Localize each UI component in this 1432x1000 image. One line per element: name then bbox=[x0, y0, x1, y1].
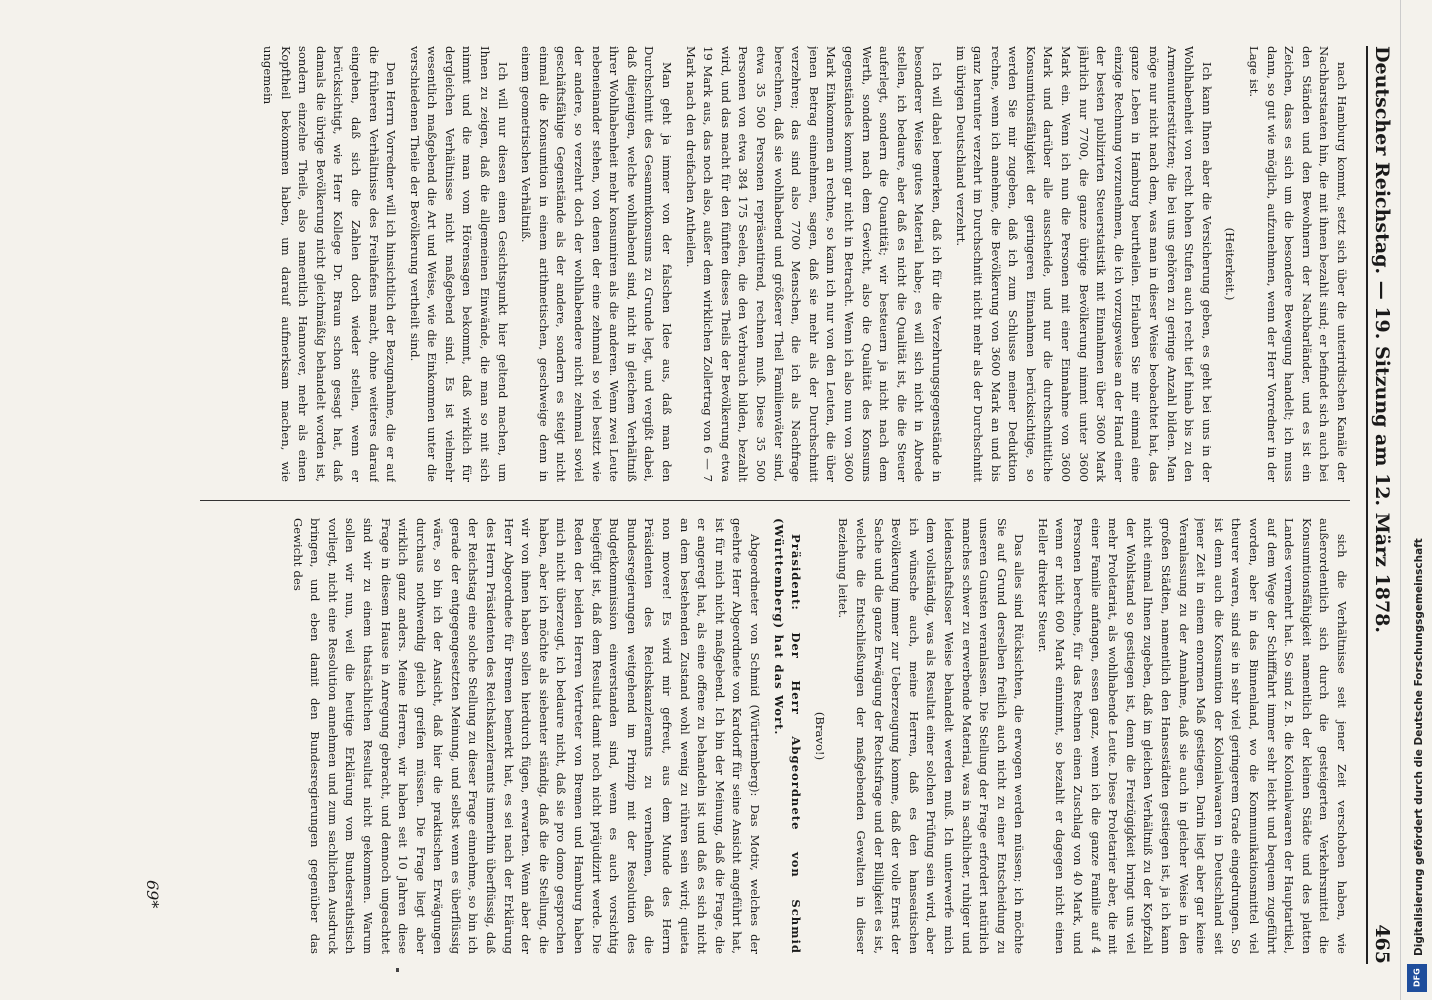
stage-direction: (Bravo!) bbox=[812, 711, 827, 761]
stage-direction: (Heiterkeit.) bbox=[1223, 227, 1238, 301]
speaker-paragraph: Präsident: Der Herr Abgeordnete von Schmid (Württemberg) hat das Wort. bbox=[771, 518, 804, 954]
paragraph: Ich kann Ihnen aber die Versicherung geben, es geht bei uns in der Wohlhabenheit von recht hohen Stufen auch recht tief hinab bis zu den Armenunterstützten; die bei uns gehören zu geringe Anzahl bilden. Man möge nur nicht nach dem, was man in dieser Weise beobachtet hat, das ganze Leben in Hamburg beurtheilen. Erlauben Sie mir einmal eine einzige Rechnung vorzunehmen, die ich vorzugsweise an der Hand einer der besten publizirten Steuerstatistik mit Einnahmen über 3600 Mark jährlich nur 7700, die ganze übrige Bevölkerung nimmt unter 3600 Mark ein. Wenn ich nun die Personen mit einer Einnahme von 3600 Mark und darüber alle ausscheide, und nur die durchschnittliche Konsumtionsfähigkeit der geringeren Einnahmen berücksichtige, so werden Sie mir zugeben, daß ich zum Schlusse meiner Deduktion rechne, wenn ich annehme, die Bevölkerung von 3600 Mark an und bis ganz herunter verzehrt im Durchschnitt nicht mehr als der Durchschnitt im übrigen Deutschland verzehrt. bbox=[953, 46, 1214, 482]
paragraph: Den Herrn Vorredner will ich hinsichtlich der Bezugnahme, die er auf die früheren Verhältnisse des Freihafens macht, ohne weiteres darauf eingehen, daß sich die Zahlen doch wieder stellen, wenn er berücksichtigt, wie Herr Kollege Dr. Braun schon gesagt hat, daß damals die übrige Bevölkerung nicht gleichmäßig behandelt worden ist, sondern einzelne Theile, also namentlich Hannover, mehr als einen Kopftheil bekommen haben, um darauf aufmerksam machen, wie ungemein bbox=[260, 46, 399, 482]
paragraph: Das alles sind Rücksichten, die erwogen werden müssen; ich möchte Sie auf Grund derselben freilich auch nicht zu einer Entscheidung zu unseren Gunsten veranlassen. Die Stellung der Frage erfordert natürlich manches schwer zu erwerbende Material, was in sachlicher, ruhiger und leidenschaftsloser Weise behandelt werden muß. Ich unterwerfe mich dem vollständig, was als Resultat einer solchen Prüfung sein wird, aber ich wünsche auch, meine Herren, daß es den hanseatischen Bevölkerung immer zur Ueberzeugung komme, daß der volle Ernst der Sache und die ganze Erwägung der Rechtsfrage und der Billigkeit es ist, welche die Entschließungen der maßgebenden Gewalten in dieser Beziehung leitet. bbox=[836, 518, 1027, 954]
column-divider bbox=[200, 500, 1350, 501]
page-number: 465 bbox=[1371, 924, 1393, 964]
paragraph: nach Hamburg kommt, setzt sich über die unterirdischen Kanäle der Nachbarstaaten hin, die mit ihnen bezahlt sind; er befindet sich auch bei den Ständen und den Bewohnern der Nachbarländer, und es ist ein Zeichen, dass es sich um die besondere Bewegung handelt; ich muss dann, so gut wie möglich, aufzunehmen, wenn der Herr Vorredner in der Lage ist. bbox=[1247, 46, 1349, 482]
dfg-logo-icon: DFG bbox=[1407, 964, 1427, 992]
sheet-signature: 69* bbox=[143, 880, 162, 909]
paragraph: Man geht ja immer von der falschen Idee aus, daß man den Durchschnitt des Gesammtkonsums zu Grunde legt, und vergißt dabei, daß diejenigen, welche wohlhabend sind, nicht in gleichem Verhältniß ihrer Wohlhabenheit mehr konsumiren als die anderen. Wenn zwei Leute nebeneinander stehen, von denen der eine zehnmal so viel besitzt wie der andere, so verzehrt doch der wohlhabendere nicht zehnmal soviel geschäftsfähige Gegenstände als der andere, sondern es steigt nicht einmal die Konsumtion in einem arithmetischen, geschweige denn in einem geometrischen Verhältniß. bbox=[519, 46, 675, 482]
running-head bbox=[1366, 46, 1398, 964]
digitization-note: Digitalisierung gefördert durch die Deutsche Forschungsgemeinschaft bbox=[1413, 538, 1425, 956]
text-column-left bbox=[20, 46, 1350, 482]
text-column-right bbox=[20, 518, 1350, 954]
paragraph: sich die Verhältnisse seit jener Zeit verschoben haben, wie außerordentlich sich durch die gesteigerten Verkehrsmittel die Konsumtionsfähigkeit namentlich der kleinen Städte und des platten Landes vermehrt hat. So sind z. B. die Kolonialwaaren der Hauptartikel, auf dem Wege der Schifffahrt immer sehr leicht und bequem zugeführt worden, aber in das Binnenland, wo die Kommunikationsmittel viel theurer waren, sind sie in sehr viel geringerem Grade eingedrungen. So ist denn auch die Konsumtion der Kolonialwaaren in Deutschland seit jener Zeit in einem enormen Maß gestiegen. Darin liegt aber gar keine Veranlassung zu der Annahme, daß sie auch in gleicher Weise in den großen Städten, namentlich den Hansestädten gestiegen ist, ja ich kann nicht einmal Ihnen zugeben, daß im gleichen Verhältniß zu der Kopfzahl der Wohlstand so gestiegen ist, denn die Freizügigkeit bringt uns viel mehr Proletariat, als wohlhabende Leute. Diese Proletarier aber, die mit einer Familie anfangen, essen ganz, wenn ich die ganze Familie auf 4 Personen berechne, für das Rechnen einen Zuschlag von 40 Mark, und wenn er nicht 600 Mark einnimmt, so bezahlt er dagegen nicht einen Heller direkter Steuer. bbox=[1035, 518, 1349, 954]
paragraph: Ich will nur diesen einen Gesichtspunkt hier geltend machen, um Ihnen zu zeigen, daß die allgemeinen Einwände, die man so mit sich nimmt und die man vom Hörensagen bekommt, daß wirklich für dergleichen Verhältnisse nicht maßgebend sind. Es ist vielmehr wesentlich maßgebend die Art und Weise, wie die Einkommen unter die verschiedenen Theile der Bevölkerung vertheilt sind. bbox=[407, 46, 510, 482]
paragraph: Ich will dabei bemerken, daß ich für die Verzehrungsgegenstände in besonderer Weise gutes Material habe; es will sich nicht in Abrede stellen, ich bedaure, aber daß es nicht die Qualität ist, die die Steuer auferlegt, sondern die Quantität; wir besteuern ja nicht nach dem Werth, sondern nach dem Gewicht, also die Qualität des Konsums gegenständes kommt gar nicht in Betracht. Wenn ich also nun von 3600 Mark Einkommen an rechne, so kann ich nur von den Leuten, die über jenen Betrag einnehmen, sagen, daß sie mehr als der Durchschnitt verzehren; das sind also 7700 Menschen, die ich als Nachfrage berechnen, daß sie wohlhabend und größerer Theil Familienväter sind, etwa 35 500 Personen repräsentirend, rechnen muß. Diese 35 500 Personen von etwa 384 175 Seelen, die den Verbrauch bilden, bezahlt wird, und das macht für den fünften dieses Theils der Bevölkerung etwa 19 Mark aus, das noch also, außer dem wirklichen Zollertrag von 6 — 7 Mark nach den dreifachen Antheilen. bbox=[683, 46, 944, 482]
running-head-title: Deutscher Reichstag. — 19. Sitzung am 12. März 1878. bbox=[1371, 46, 1393, 633]
paragraph: Abgeordneter von Schmid (Württemberg): Das Motiv, welches der geehrte Herr Abgeordnete von Kardorff für seine Ansicht angeführt hat, ist für mich nicht maßgebend. Ich bin der Meinung, daß die Frage, die er angeregt hat, als eine offene zu behandeln ist und daß es sich nicht an dem bestehenden Zustand wohl wenig zu rühren sein wird; quieta non movere! Es wird mir gefreut, aus dem Munde des Herrn Präsidenten des Reichskanzleramts zu vernehmen, daß die Bundesregierungen weitgehend im Prinzip mit der Resolution des Budgetkommission einverstanden sind, wenn es auch vorsichtig beigefügt ist, daß dem Resultat damit noch nicht präjudizirt werde. Die Reden der beiden Herren Vertreter von Bremen und Hamburg haben mich nicht überzeugt, ich bedaure nicht, daß sie pro domo gesprochen haben, aber ich möchte als siebenter ständig, daß die die Stellung, die wir von ihnen haben sollen hierdurch fügen, erwarten. Wenn aber der Herr Abgeordnete für Bremen bemerkt hat, es sei nach der Erklärung des Herrn Präsidenten des Reichskanzleramts immerhin überflüssig, daß der Reichstag eine solche Stellung zu dieser Frage einnehme, so bin ich gerade der entgegengesetzten Meinung, und selbst wenn es überflüssig wäre, so bin ich der Ansicht, daß hier die praktischen Erwägungen durchaus nothwendig gleich greifen müssen. Die Frage liegt aber wirklich ganz anders. Meine Herren, wir haben seit 10 Jahren diese Frage in diesem Hause in Anregung gebracht, und dennoch ungeachtet sind wir zu einem thatsächlichen Resultat nicht gekommen. Warum sollen wir nun, weil die heutige Erklärung vom Bundesrathstisch vorliegt, nicht eine Resolution annehmen und zum sachlichen Ausdruck bringen, und eben damit den Bundesregierungen gegenüber das Gewicht des bbox=[290, 518, 762, 954]
scan-artifact bbox=[396, 968, 399, 972]
digitization-footer bbox=[1400, 0, 1432, 1000]
